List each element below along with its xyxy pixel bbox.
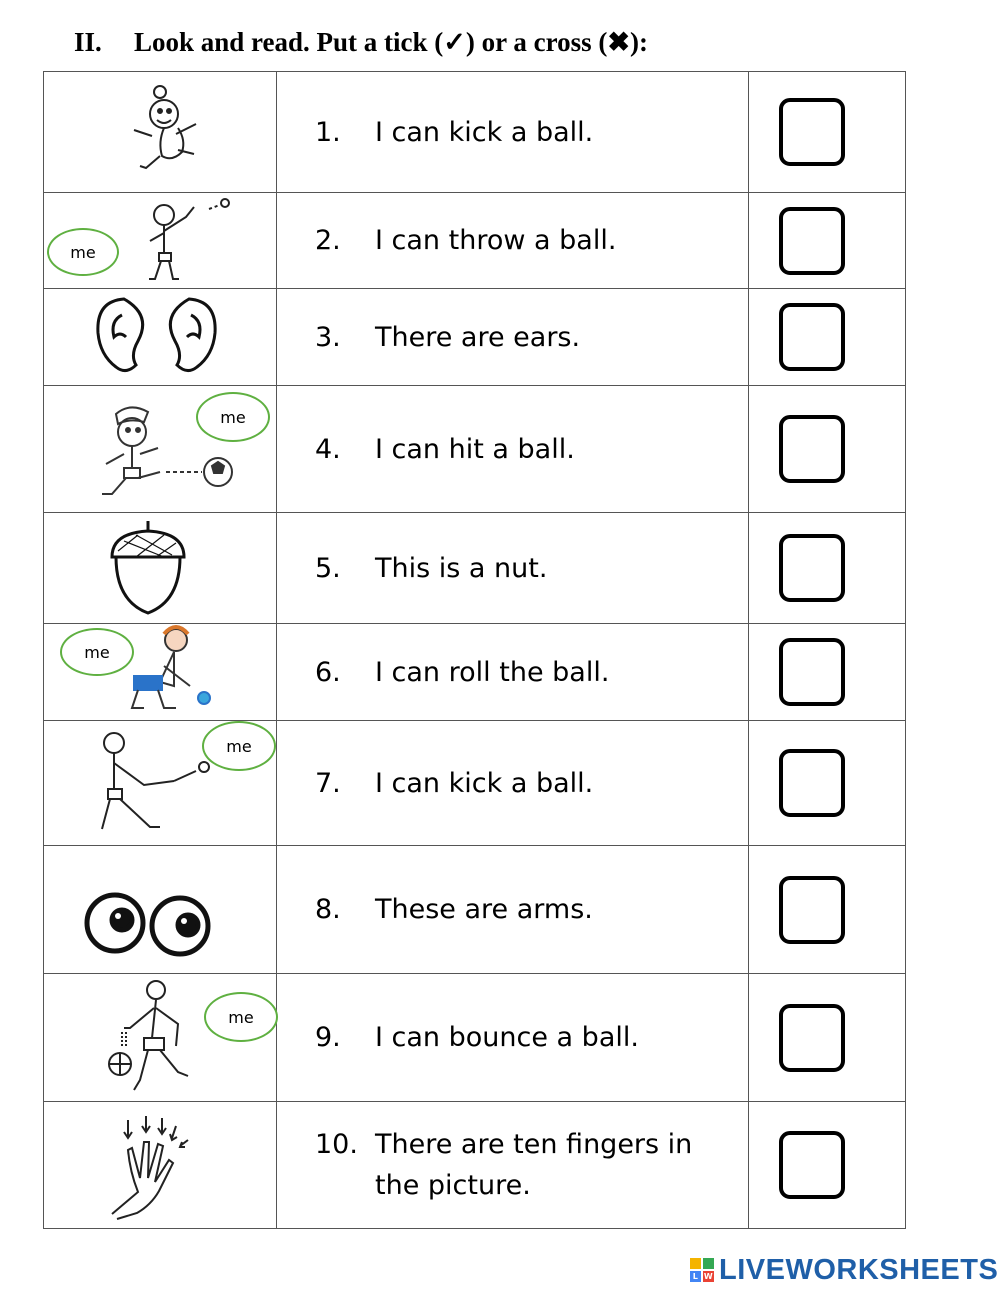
- table-row: [44, 624, 906, 721]
- item-number: 5.: [315, 552, 341, 584]
- bubble-label: me: [226, 736, 252, 756]
- statement-text: These are arms.: [375, 894, 593, 925]
- answer-checkbox[interactable]: [779, 638, 845, 706]
- picture-boy-bouncing-ball: [44, 974, 276, 1101]
- table-row: [44, 193, 906, 289]
- item-number: 10.: [315, 1129, 358, 1160]
- liveworksheets-logo: [690, 1252, 998, 1288]
- picture-boy-hitting-ball-with-bat: [44, 721, 276, 845]
- picture-girl-rolling-ball: [44, 624, 276, 720]
- picture-eyes: [44, 846, 276, 973]
- statement-text: I can roll the ball.: [375, 656, 610, 688]
- item-number: 8.: [315, 894, 341, 925]
- instruction-text: Look and read. Put a tick (✓) or a cross (✖):: [134, 26, 648, 57]
- statement-text: This is a nut.: [375, 552, 548, 584]
- answer-checkbox[interactable]: [779, 98, 845, 166]
- item-number: 2.: [315, 225, 341, 256]
- bubble-label: me: [84, 642, 110, 662]
- table-row: [44, 513, 906, 624]
- answer-checkbox[interactable]: [779, 876, 845, 944]
- table-row: [44, 289, 906, 386]
- item-number: 7.: [315, 767, 341, 799]
- table-row: [44, 846, 906, 974]
- bubble-label: me: [228, 1007, 254, 1027]
- item-number: 1.: [315, 116, 341, 148]
- answer-checkbox[interactable]: [779, 534, 845, 602]
- picture-ears: [44, 289, 276, 385]
- logo-text: LIVEWORKSHEETS: [719, 1253, 999, 1286]
- worksheet-heading: [74, 22, 648, 62]
- answer-checkbox[interactable]: [779, 207, 845, 275]
- table-row: [44, 72, 906, 193]
- answer-checkbox[interactable]: [779, 1004, 845, 1072]
- bubble-label: me: [70, 242, 96, 262]
- answer-checkbox[interactable]: [779, 303, 845, 371]
- section-number: II.: [74, 26, 102, 57]
- table-row: [44, 1102, 906, 1229]
- statement-text: I can bounce a ball.: [375, 1022, 639, 1053]
- statement-text: I can hit a ball.: [375, 433, 575, 465]
- item-number: 6.: [315, 656, 341, 688]
- picture-child-throwing-ball: [44, 193, 276, 288]
- item-number: 3.: [315, 321, 341, 353]
- statement-text: I can kick a ball.: [375, 767, 594, 799]
- answer-checkbox[interactable]: [779, 415, 845, 483]
- table-row: [44, 721, 906, 846]
- item-number: 9.: [315, 1022, 341, 1053]
- liveworksheets-mark-icon: L W: [690, 1258, 714, 1282]
- me-speech-bubble: [60, 628, 134, 676]
- table-row: [44, 974, 906, 1102]
- picture-hand-with-arrows: [44, 1102, 276, 1228]
- statement-text: I can throw a ball.: [375, 225, 617, 256]
- answer-checkbox[interactable]: [779, 749, 845, 817]
- me-speech-bubble: [204, 992, 278, 1042]
- picture-acorn: [44, 513, 276, 623]
- bubble-label: me: [220, 407, 246, 427]
- answer-checkbox[interactable]: [779, 1131, 845, 1199]
- statement-text: There are ten fingers in the picture.: [375, 1129, 693, 1201]
- picture-boy-kicking-soccer-ball: [44, 386, 276, 512]
- exercise-table: [43, 71, 906, 1229]
- statement-text: There are ears.: [375, 321, 581, 353]
- table-row: [44, 386, 906, 513]
- item-number: 4.: [315, 433, 341, 465]
- me-speech-bubble: [47, 228, 119, 276]
- statement-text: I can kick a ball.: [375, 116, 594, 148]
- picture-monster-kicking-ball: [44, 72, 276, 192]
